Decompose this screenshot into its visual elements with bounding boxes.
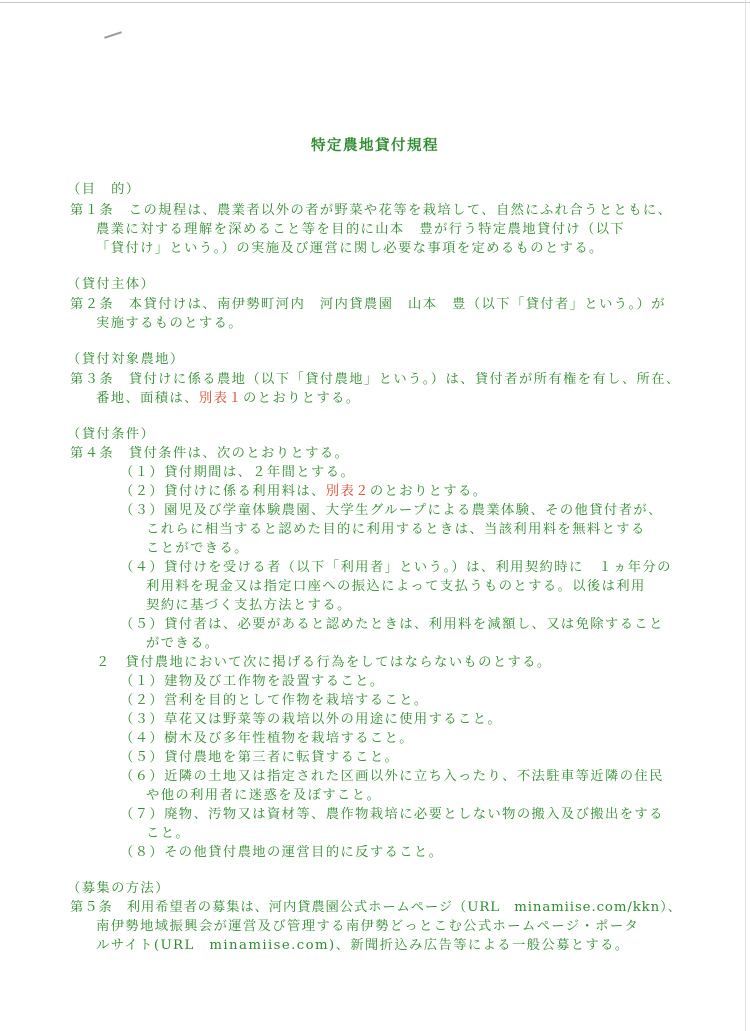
prohibited-item: （４）樹木及び多年性植物を栽培すること。 [120, 731, 414, 746]
condition-text: （２）貸付けに係る利用料は、 [120, 484, 326, 499]
prohibited-item: （２）営利を目的として作物を栽培すること。 [120, 693, 429, 708]
prohibited-item: （３）草花又は野菜等の栽培以外の用途に使用すること。 [120, 712, 503, 727]
condition-text: のとおりとする。 [369, 484, 488, 499]
article-4-heading: （貸付条件） [67, 427, 156, 442]
prohibited-item-continued: や他の利用者に迷惑を及ぼすこと。 [146, 788, 382, 803]
appendix-2-reference: 別表２ [325, 484, 370, 499]
condition-item-continued: 契約に基づく支払方法とする。 [146, 598, 352, 613]
article-1-line: 第１条 この規程は、農業者以外の者が野菜や花等を栽培して、自然にふれ合うとともに、 [70, 203, 673, 218]
article-4-paragraph-2: ２ 貸付農地において次に掲げる行為をしてはならないものとする。 [96, 655, 552, 670]
article-2-heading: （貸付主体） [67, 277, 156, 292]
prohibited-item: （８）その他貸付農地の運営目的に反すること。 [120, 845, 444, 860]
article-5-heading: （募集の方法） [67, 881, 170, 896]
condition-item: （３）園児及び学童体験農園、大学生グループによる農業体験、その他貸付者が、 [120, 503, 663, 518]
condition-item-continued: ことができる。 [146, 541, 249, 556]
article-5-line: 南伊勢地域振興会が運営及び管理する南伊勢どっとこむ公式ホームページ・ポータ [96, 919, 640, 934]
scan-edge-top [0, 2, 750, 3]
condition-item-continued: これらに相当すると認めた目的に利用するときは、当該利用料を無料とする [146, 522, 646, 537]
article-3-line [96, 390, 361, 408]
prohibited-item: （６）近隣の土地又は指定された区画以外に立ち入ったり、不法駐車等近隣の住民 [120, 769, 664, 784]
condition-item-continued: 利用料を現金又は指定口座への振込によって支払うものとする。以後は利用 [146, 579, 646, 594]
condition-item: （１）貸付期間は、２年間とする。 [120, 465, 356, 480]
article-1-heading: （目 的） [67, 182, 141, 197]
condition-item [120, 483, 487, 501]
scan-mark [104, 31, 122, 38]
article-1-line: 農業に対する理解を深めること等を目的に山本 豊が行う特定農地貸付け（以下 [96, 222, 626, 237]
article-3-text: 番地、面積は、 [96, 391, 199, 406]
condition-item: （５）貸付者は、必要があると認めたときは、利用料を減額し、又は免除すること [120, 617, 664, 632]
article-5-line: 第５条 利用希望者の募集は、河内貸農園公式ホームページ（URL minamiise.com/kkn）、 [70, 900, 682, 915]
prohibited-item: （７）廃物、汚物又は資材等、農作物栽培に必要としない物の搬入及び搬出をする [120, 807, 664, 822]
document-title: 特定農地貸付規程 [311, 137, 439, 154]
article-4-line: 第４条 貸付条件は、次のとおりとする。 [70, 446, 350, 461]
article-3-line: 第３条 貸付けに係る農地（以下「貸付農地」という。）は、貸付者が所有権を有し、所在、 [70, 372, 681, 387]
article-1-line: 「貸付け」という。）の実施及び運営に関し必要な事項を定めるものとする。 [96, 241, 604, 256]
prohibited-item: （５）貸付農地を第三者に転貸すること。 [120, 750, 400, 765]
appendix-1-reference: 別表１ [198, 391, 243, 406]
condition-item: （４）貸付けを受ける者（以下「利用者」という。）は、利用契約時に １ヵ年分の [120, 560, 672, 575]
article-2-line: 実施するものとする。 [96, 316, 243, 331]
prohibited-item-continued: こと。 [146, 826, 191, 841]
article-2-line: 第２条 本貸付けは、南伊勢町河内 河内貸農園 山本 豊（以下「貸付者」という。）が [70, 297, 666, 312]
prohibited-item: （１）建物及び工作物を設置すること。 [120, 674, 385, 689]
article-3-text: のとおりとする。 [242, 391, 361, 406]
article-3-heading: （貸付対象農地） [67, 352, 185, 367]
article-5-line: ルサイト(URL minamiise.com)、新聞折込み広告等による一般公募とする。 [96, 938, 630, 953]
condition-item-continued: ができる。 [146, 636, 220, 651]
